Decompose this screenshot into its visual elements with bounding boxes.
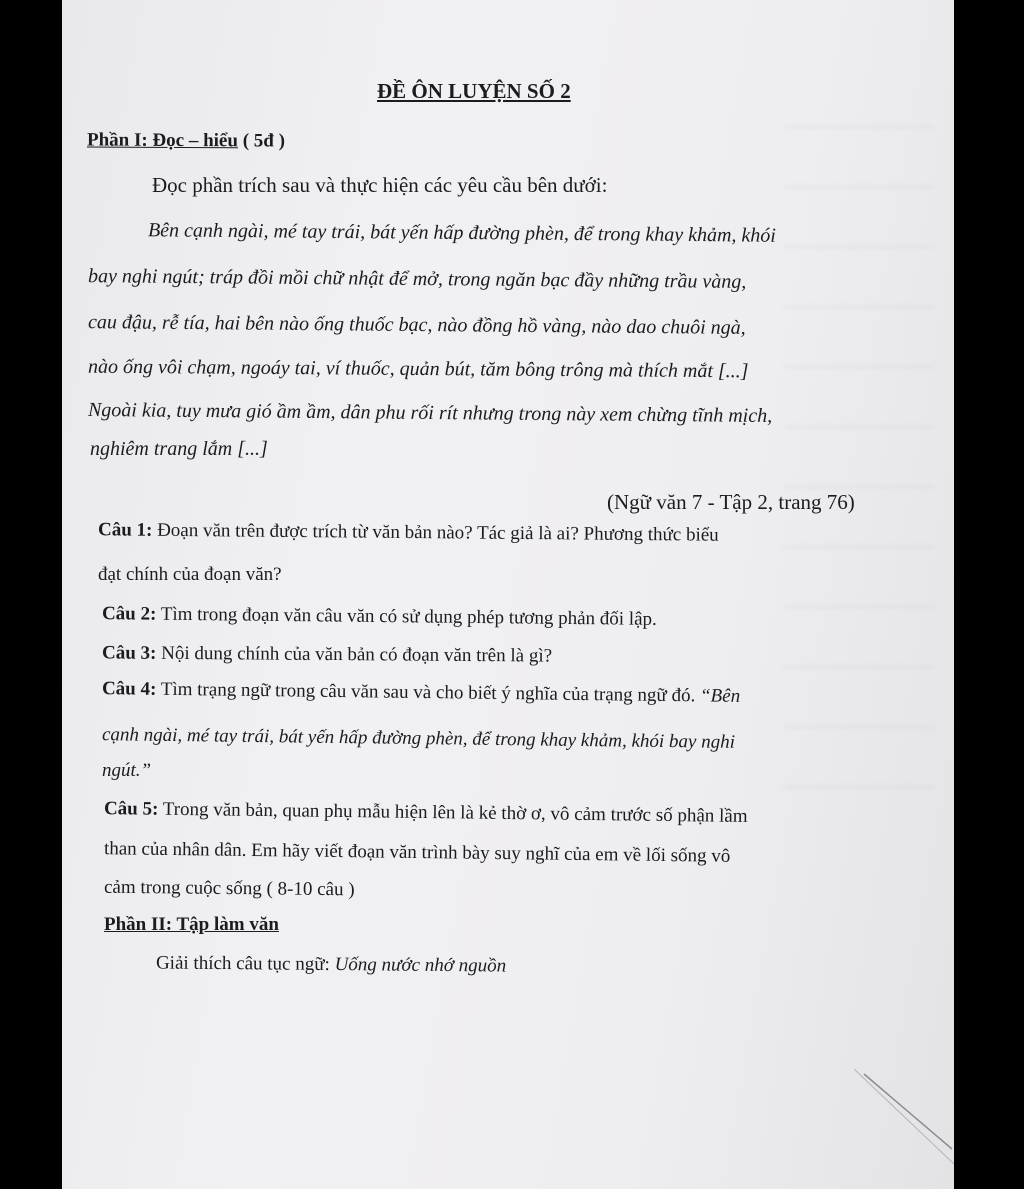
- question-label: Câu 1:: [97, 519, 153, 541]
- question-label: Câu 5:: [103, 798, 159, 820]
- question-2: [102, 601, 657, 633]
- question-3: [102, 640, 552, 669]
- part1-heading-text: Phần I: Đọc – hiểu: [86, 129, 239, 152]
- page-title: ĐỀ ÔN LUYỆN SỐ 2: [377, 79, 571, 103]
- part2-proverb: Uống nước nhớ nguồn: [334, 954, 507, 977]
- source-citation: (Ngữ văn 7 - Tập 2, trang 76): [607, 490, 855, 514]
- passage-line: nghiêm trang lắm [...]: [90, 438, 268, 460]
- part1-points: ( 5đ ): [237, 130, 286, 152]
- question-4-quote: cạnh ngài, mé tay trái, bát yến hấp đường phèn, để trong khay khảm, khói bay nghi: [101, 724, 736, 753]
- question-4: [102, 676, 740, 710]
- part1-heading: [87, 127, 285, 154]
- question-text: Nội dung chính của văn bản có đoạn văn trên là gì?: [156, 642, 553, 667]
- passage-line: bay nghi ngút; tráp đồi mồi chữ nhật để mở, trong ngăn bạc đầy những trầu vàng,: [87, 265, 747, 293]
- question-label: Câu 3:: [101, 642, 157, 664]
- question-5: [104, 796, 748, 830]
- question-1-continued: đạt chính của đoạn văn?: [98, 564, 282, 585]
- part2-task: [156, 950, 506, 979]
- passage-line: Bên cạnh ngài, mé tay trái, bát yến hấp đường phèn, để trong khay khảm, khói: [147, 219, 777, 247]
- quote-start: “Bên: [699, 685, 741, 707]
- question-text: Trong văn bản, quan phụ mẫu hiện lên là kẻ thờ ơ, vô cảm trước số phận lầm: [158, 798, 748, 827]
- document: [62, 0, 954, 1189]
- question-1: [98, 517, 719, 548]
- question-4-quote-end: ngút.”: [102, 760, 152, 781]
- part2-heading-text: Phần II: Tập làm văn: [104, 914, 279, 935]
- part2-heading: [104, 912, 279, 938]
- passage-line: Ngoài kia, tuy mưa gió ầm ầm, dân phu rối rít nhưng trong này xem chừng tĩnh mịch,: [87, 399, 773, 427]
- question-5-continued: than của nhân dân. Em hãy viết đoạn văn trình bày suy nghĩ của em về lối sống vô: [103, 838, 731, 867]
- question-text: Đoạn văn trên được trích từ văn bản nào? Tác giả là ai? Phương thức biểu: [152, 519, 719, 546]
- part2-task-prefix: Giải thích câu tục ngữ:: [155, 952, 335, 976]
- paper-sheet: [62, 0, 954, 1189]
- question-label: Câu 2:: [101, 603, 157, 625]
- part1-instruction: Đọc phần trích sau và thực hiện các yêu cầu bên dưới:: [152, 173, 608, 197]
- question-label: Câu 4:: [101, 678, 157, 700]
- passage-line: cau đậu, rễ tía, hai bên nào ống thuốc bạc, nào đồng hồ vàng, nào dao chuôi ngà,: [87, 311, 746, 339]
- question-text: Tìm trạng ngữ trong câu văn sau và cho biết ý nghĩa của trạng ngữ đó.: [156, 678, 701, 707]
- question-5-continued: cảm trong cuộc sống ( 8-10 câu ): [103, 876, 355, 901]
- question-text: Tìm trong đoạn văn câu văn có sử dụng phép tương phản đối lập.: [156, 603, 657, 630]
- passage-line: nào ống vôi chạm, ngoáy tai, ví thuốc, quản bút, tăm bông trông mà thích mắt [...]: [87, 355, 749, 383]
